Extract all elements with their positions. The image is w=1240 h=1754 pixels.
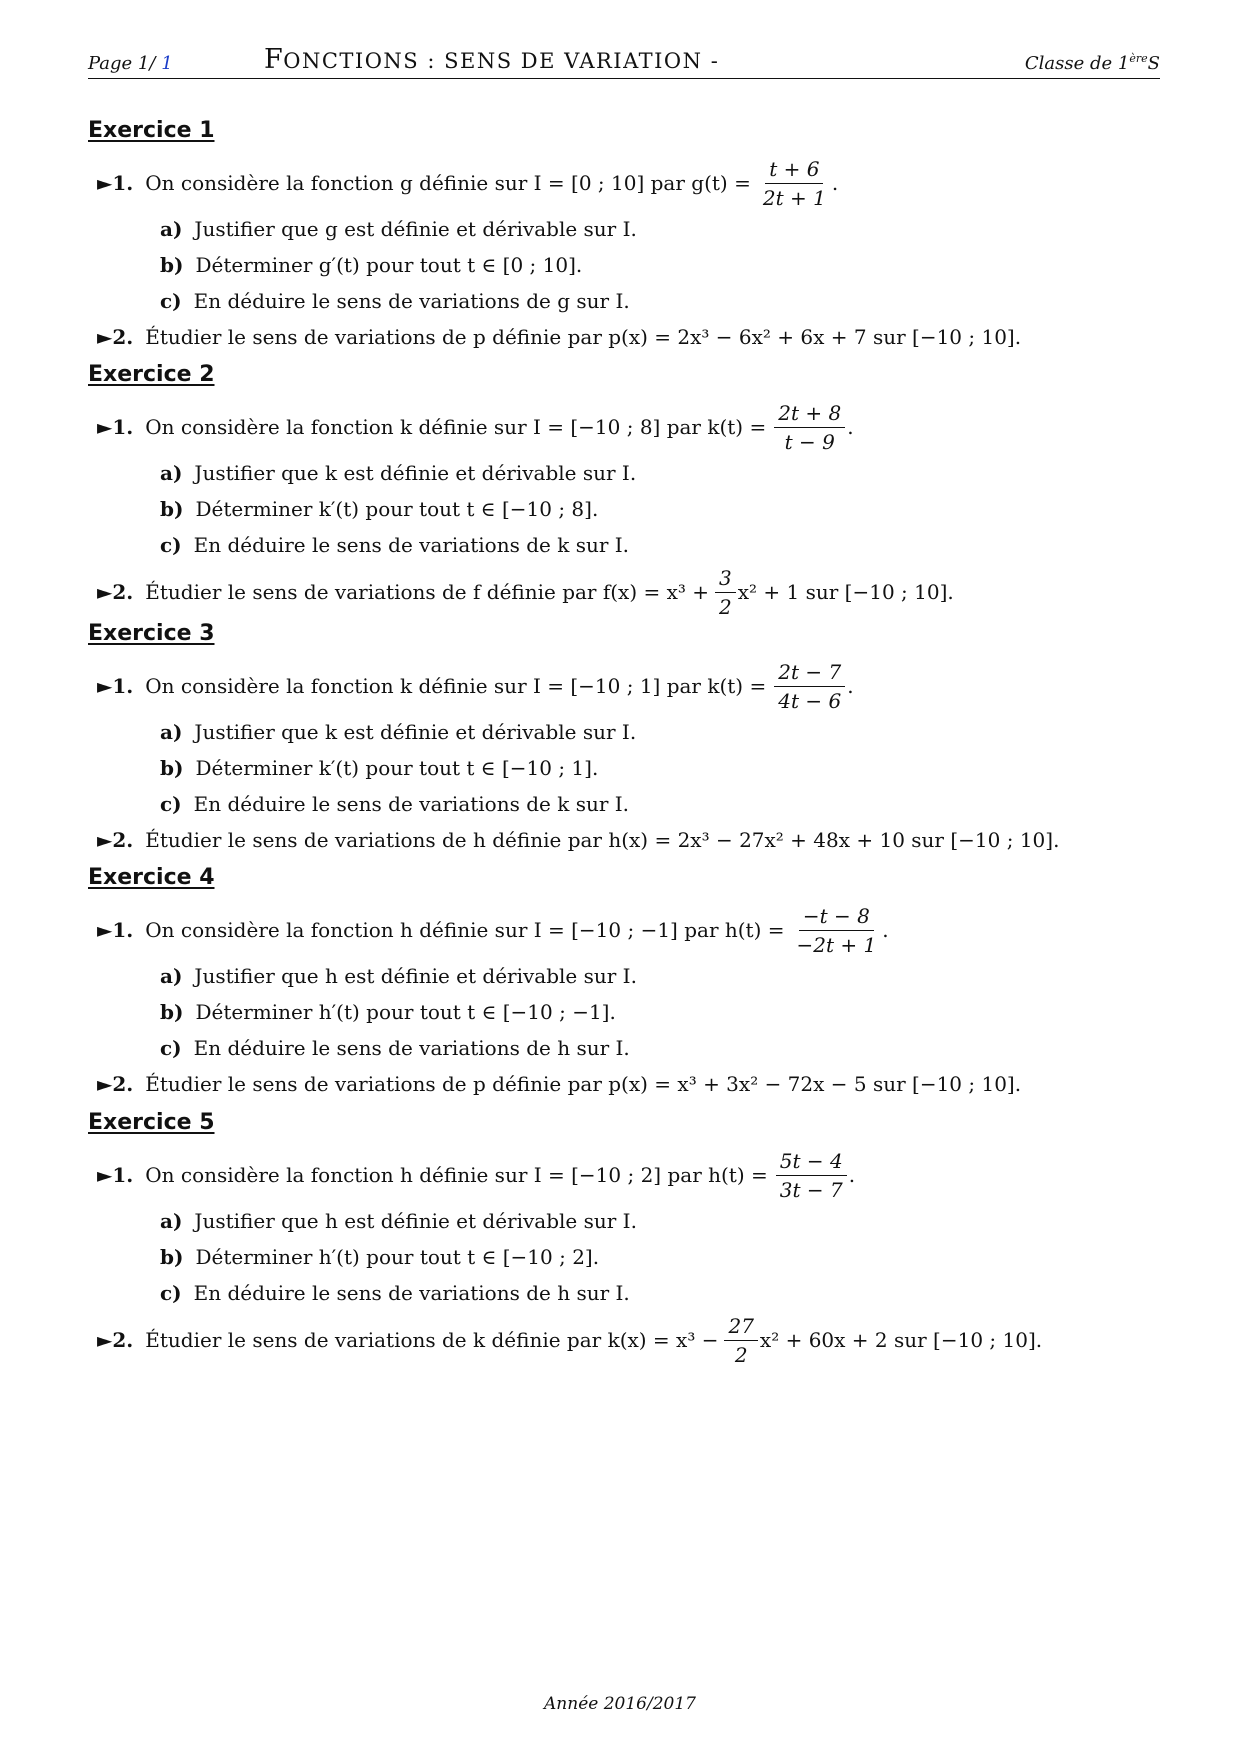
question-2: ►2. Étudier le sens de variations de p définie par p(x) = x³ + 3x² − 72x − 5 sur [−10 ; 10]. xyxy=(97,1072,1022,1096)
fraction: $\frac{2t + 8}{t - 9}$ xyxy=(774,402,845,453)
sub-question-c: c) En déduire le sens de variations de h sur I. xyxy=(160,1036,630,1060)
exercise-4 xyxy=(88,865,1160,1102)
question-2: ►2. Étudier le sens de variations de f définie par f(x) = x³ + $\frac{3}{2}$ x² + 1 sur [−10 ; 10]. xyxy=(97,565,954,619)
question-2: ►2. Étudier le sens de variations de h définie par h(x) = 2x³ − 27x² + 48x + 10 sur [−10 ; 10]. xyxy=(97,828,1060,852)
sub-question-b: b) Déterminer k′(t) pour tout t ∈ [−10 ; 8]. xyxy=(160,497,599,521)
question-2: ►2. Étudier le sens de variations de k définie par k(x) = x³ − $\frac{27}{2}$ x² + 60x + 2 sur [−10 ; 10]. xyxy=(97,1313,1043,1367)
sub-question-b: b) Déterminer h′(t) pour tout t ∈ [−10 ; 2]. xyxy=(160,1245,600,1269)
exercise-5 xyxy=(88,1110,1160,1369)
exercise-title: Exercice 5 xyxy=(88,1110,215,1135)
sub-question-a: a) Justifier que h est définie et dérivable sur I. xyxy=(160,1209,637,1233)
sub-question-b: b) Déterminer k′(t) pour tout t ∈ [−10 ; 1]. xyxy=(160,756,599,780)
title-rest: ONCTIONS : SENS DE VARIATION - xyxy=(283,49,720,73)
exercise-title: Exercice 3 xyxy=(88,621,215,646)
question-1: ►1. On considère la fonction k définie sur I = [−10 ; 1] par k(t) = $\frac{2t - 7}{4t - 6}$ . xyxy=(97,659,854,713)
page-header xyxy=(88,44,1160,79)
sub-question-c: c) En déduire le sens de variations de h sur I. xyxy=(160,1281,630,1305)
fraction: $\frac{5t - 4}{3t - 7}$ xyxy=(776,1150,847,1201)
sub-question-c: c) En déduire le sens de variations de k sur I. xyxy=(160,792,630,816)
exercise-title: Exercice 1 xyxy=(88,118,215,143)
page-label: Page 1/ xyxy=(88,53,156,74)
sub-question-a: a) Justifier que k est définie et dérivable sur I. xyxy=(160,461,637,485)
exercise-title: Exercice 2 xyxy=(88,362,215,387)
exercise-title: Exercice 4 xyxy=(88,865,215,890)
question-2: ►2. Étudier le sens de variations de p définie par p(x) = 2x³ − 6x² + 6x + 7 sur [−10 ; 10]. xyxy=(97,325,1022,349)
fraction: $\frac{-t - 8}{-2t + 1}$ xyxy=(796,903,877,957)
fraction: $\frac{t + 6}{2t + 1}$ xyxy=(762,156,826,210)
question-1: ►1. On considère la fonction g définie sur I = [0 ; 10] par g(t) = $\frac{t + 6}{2t + 1}$ . xyxy=(97,156,839,210)
fraction: $\frac{27}{2}$ xyxy=(724,1315,757,1366)
exercise-1 xyxy=(88,118,1160,355)
sub-question-c: c) En déduire le sens de variations de g sur I. xyxy=(160,289,630,313)
page-count-link[interactable]: 1 xyxy=(161,53,173,74)
question-1: ►1. On considère la fonction h définie sur I = [−10 ; 2] par h(t) = $\frac{5t - 4}{3t - 7}$ . xyxy=(97,1148,856,1202)
sub-question-a: a) Justifier que g est définie et dérivable sur I. xyxy=(160,217,637,241)
sub-question-a: a) Justifier que k est définie et dérivable sur I. xyxy=(160,720,637,744)
fraction: $\frac{2t - 7}{4t - 6}$ xyxy=(774,661,845,712)
question-1: ►1. On considère la fonction k définie sur I = [−10 ; 8] par k(t) = $\frac{2t + 8}{t - 9}$ . xyxy=(97,400,854,454)
exercise-2 xyxy=(88,362,1160,621)
fraction: $\frac{3}{2}$ xyxy=(715,567,736,618)
page-number xyxy=(88,53,173,74)
sub-question-b: b) Déterminer h′(t) pour tout t ∈ [−10 ; −1]. xyxy=(160,1000,616,1024)
question-1: ►1. On considère la fonction h définie sur I = [−10 ; −1] par h(t) = $\frac{-t - 8}{-2t + 1}$ . xyxy=(97,903,889,957)
sub-question-c: c) En déduire le sens de variations de k sur I. xyxy=(160,533,630,557)
class-label: Classe de 1èreS xyxy=(1024,52,1160,74)
exercise-3 xyxy=(88,621,1160,858)
sub-question-a: a) Justifier que h est définie et dérivable sur I. xyxy=(160,964,637,988)
footer-year: Année 2016/2017 xyxy=(544,1694,696,1714)
title-initial: F xyxy=(264,44,284,75)
sub-question-b: b) Déterminer g′(t) pour tout t ∈ [0 ; 10]. xyxy=(160,253,583,277)
document-title xyxy=(264,44,719,75)
